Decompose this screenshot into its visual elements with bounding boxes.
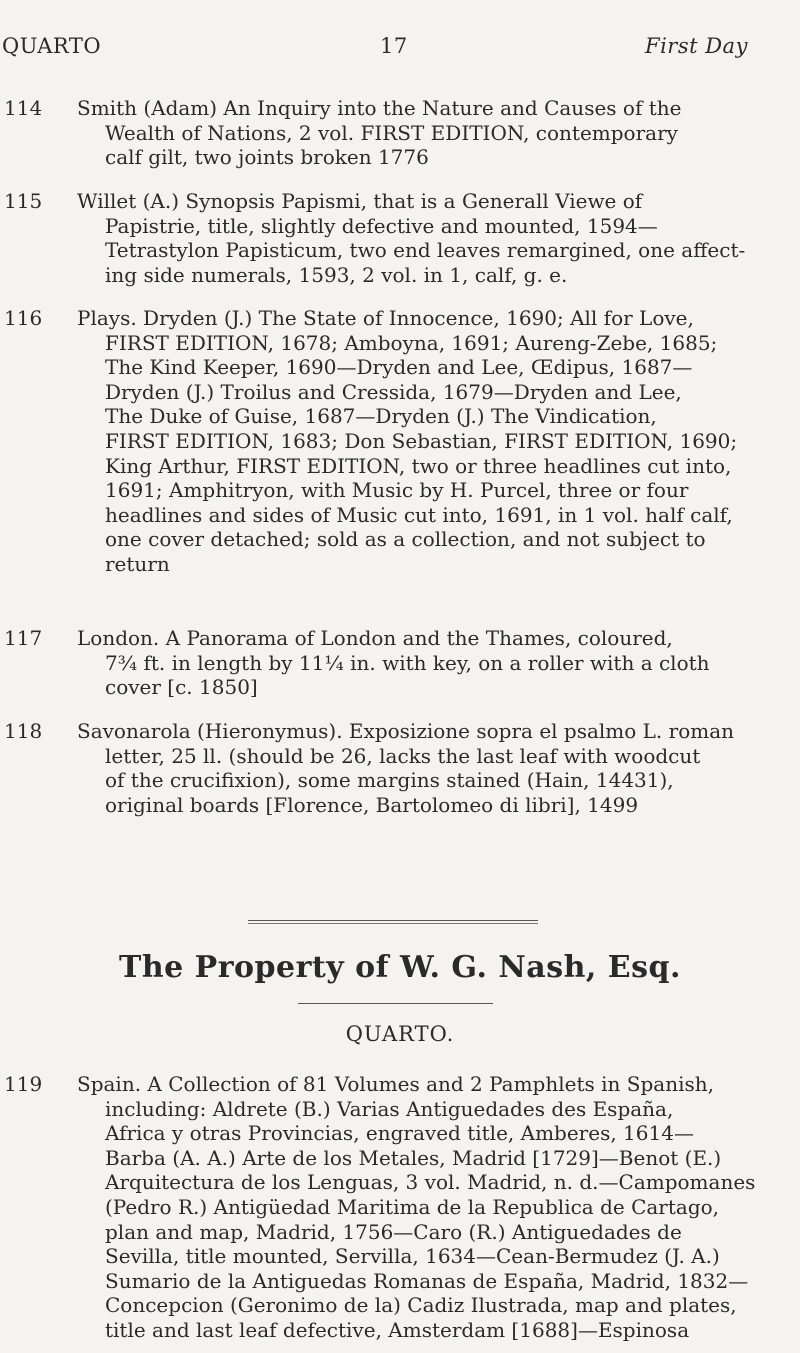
lot-line: Smith (Adam) An Inquiry into the Nature and Causes of the xyxy=(77,96,682,120)
lot-line: London. A Panorama of London and the Thames, coloured, xyxy=(77,626,673,650)
lot-line: including: Aldrete (B.) Varias Antiguedades des España, xyxy=(105,1096,674,1121)
lot-line: headlines and sides of Music cut into, 1691, in 1 vol. half calf, xyxy=(105,502,733,527)
consignor-heading: The Property of W. G. Nash, Esq. xyxy=(119,950,681,985)
lot-line: Plays. Dryden (J.) The State of Innocence, 1690; All for Love, xyxy=(77,306,694,330)
lot-line: title and last leaf defective, Amsterdam [1688]—Espinosa xyxy=(105,1317,690,1342)
lot-line: 1691; Amphitryon, with Music by H. Purcel, three or four xyxy=(105,478,689,503)
page-header xyxy=(0,34,800,64)
lot-line: FIRST EDITION, 1683; Don Sebastian, FIRST EDITION, 1690; xyxy=(105,428,738,453)
lot-line: Willet (A.) Synopsis Papismi, that is a Generall Viewe of xyxy=(77,189,643,213)
lot-line: Spain. A Collection of 81 Volumes and 2 Pamphlets in Spanish, xyxy=(77,1072,714,1096)
lot-line: Sumario de la Antiguedas Romanas de España, Madrid, 1832— xyxy=(105,1268,749,1293)
lot-line: calf gilt, two joints broken 1776 xyxy=(105,145,429,170)
lot-line: The Duke of Guise, 1687—Dryden (J.) The Vindication, xyxy=(105,404,657,429)
divider-rule xyxy=(298,1003,493,1004)
lot-number: 116 xyxy=(4,306,43,330)
header-format: QUARTO xyxy=(2,34,102,58)
lot-line: Arquitectura de los Lenguas, 3 vol. Madrid, n. d.—Campomanes xyxy=(105,1170,756,1195)
lot-line: Papistrie, title, slightly defective and mounted, 1594— xyxy=(105,213,658,238)
lot-line: FIRST EDITION, 1678; Amboyna, 1691; Aureng-Zebe, 1685; xyxy=(105,330,718,355)
lot-line: (Pedro R.) Antigüedad Maritima de la Republica de Cartago, xyxy=(105,1194,720,1219)
lot-line: Barba (A. A.) Arte de los Metales, Madrid [1729]—Benot (E.) xyxy=(105,1145,722,1170)
lot-line: Dryden (J.) Troilus and Cressida, 1679—Dryden and Lee, xyxy=(105,379,682,404)
section-title: QUARTO. xyxy=(345,1022,455,1046)
lot-line: letter, 25 ll. (should be 26, lacks the last leaf with woodcut xyxy=(105,743,701,768)
lot-line: original boards [Florence, Bartolomeo di libri], 1499 xyxy=(105,792,639,817)
lot-line: cover [c. 1850] xyxy=(105,675,258,700)
lot-line: Sevilla, title mounted, Servilla, 1634—Cean-Bermudez (J. A.) xyxy=(105,1244,720,1269)
divider-rule xyxy=(248,923,538,924)
lot-number: 114 xyxy=(4,96,43,120)
lot-line: ing side numerals, 1593, 2 vol. in 1, calf, g. e. xyxy=(105,262,568,287)
lot-line: King Arthur, FIRST EDITION, two or three headlines cut into, xyxy=(105,453,732,478)
lot-line: plan and map, Madrid, 1756—Caro (R.) Antiguedades de xyxy=(105,1219,682,1244)
lot-line: Africa y otras Provincias, engraved title, Amberes, 1614— xyxy=(105,1121,694,1146)
lot-line: of the crucifixion), some margins stained (Hain, 14431), xyxy=(105,768,674,793)
header-sale-day: First Day xyxy=(645,34,748,58)
lot-number: 119 xyxy=(4,1072,43,1096)
divider-rule xyxy=(248,920,538,921)
lot-line: 7¾ ft. in length by 11¼ in. with key, on a roller with a cloth xyxy=(105,650,710,675)
lot-line: return xyxy=(105,551,170,576)
lot-number: 117 xyxy=(4,626,43,650)
lot-line: The Kind Keeper, 1690—Dryden and Lee, Œdipus, 1687— xyxy=(105,355,693,380)
lot-line: Tetrastylon Papisticum, two end leaves remargined, one affect- xyxy=(105,238,746,263)
lot-line: one cover detached; sold as a collection, and not subject to xyxy=(105,527,706,552)
lot-number: 118 xyxy=(4,719,43,743)
lot-line: Savonarola (Hieronymus). Exposizione sopra el psalmo L. roman xyxy=(77,719,735,743)
lot-line: Wealth of Nations, 2 vol. FIRST EDITION, contemporary xyxy=(105,120,678,145)
page-number: 17 xyxy=(380,34,408,58)
lot-line: Concepcion (Geronimo de la) Cadiz Ilustrada, map and plates, xyxy=(105,1293,737,1318)
lot-number: 115 xyxy=(4,189,43,213)
